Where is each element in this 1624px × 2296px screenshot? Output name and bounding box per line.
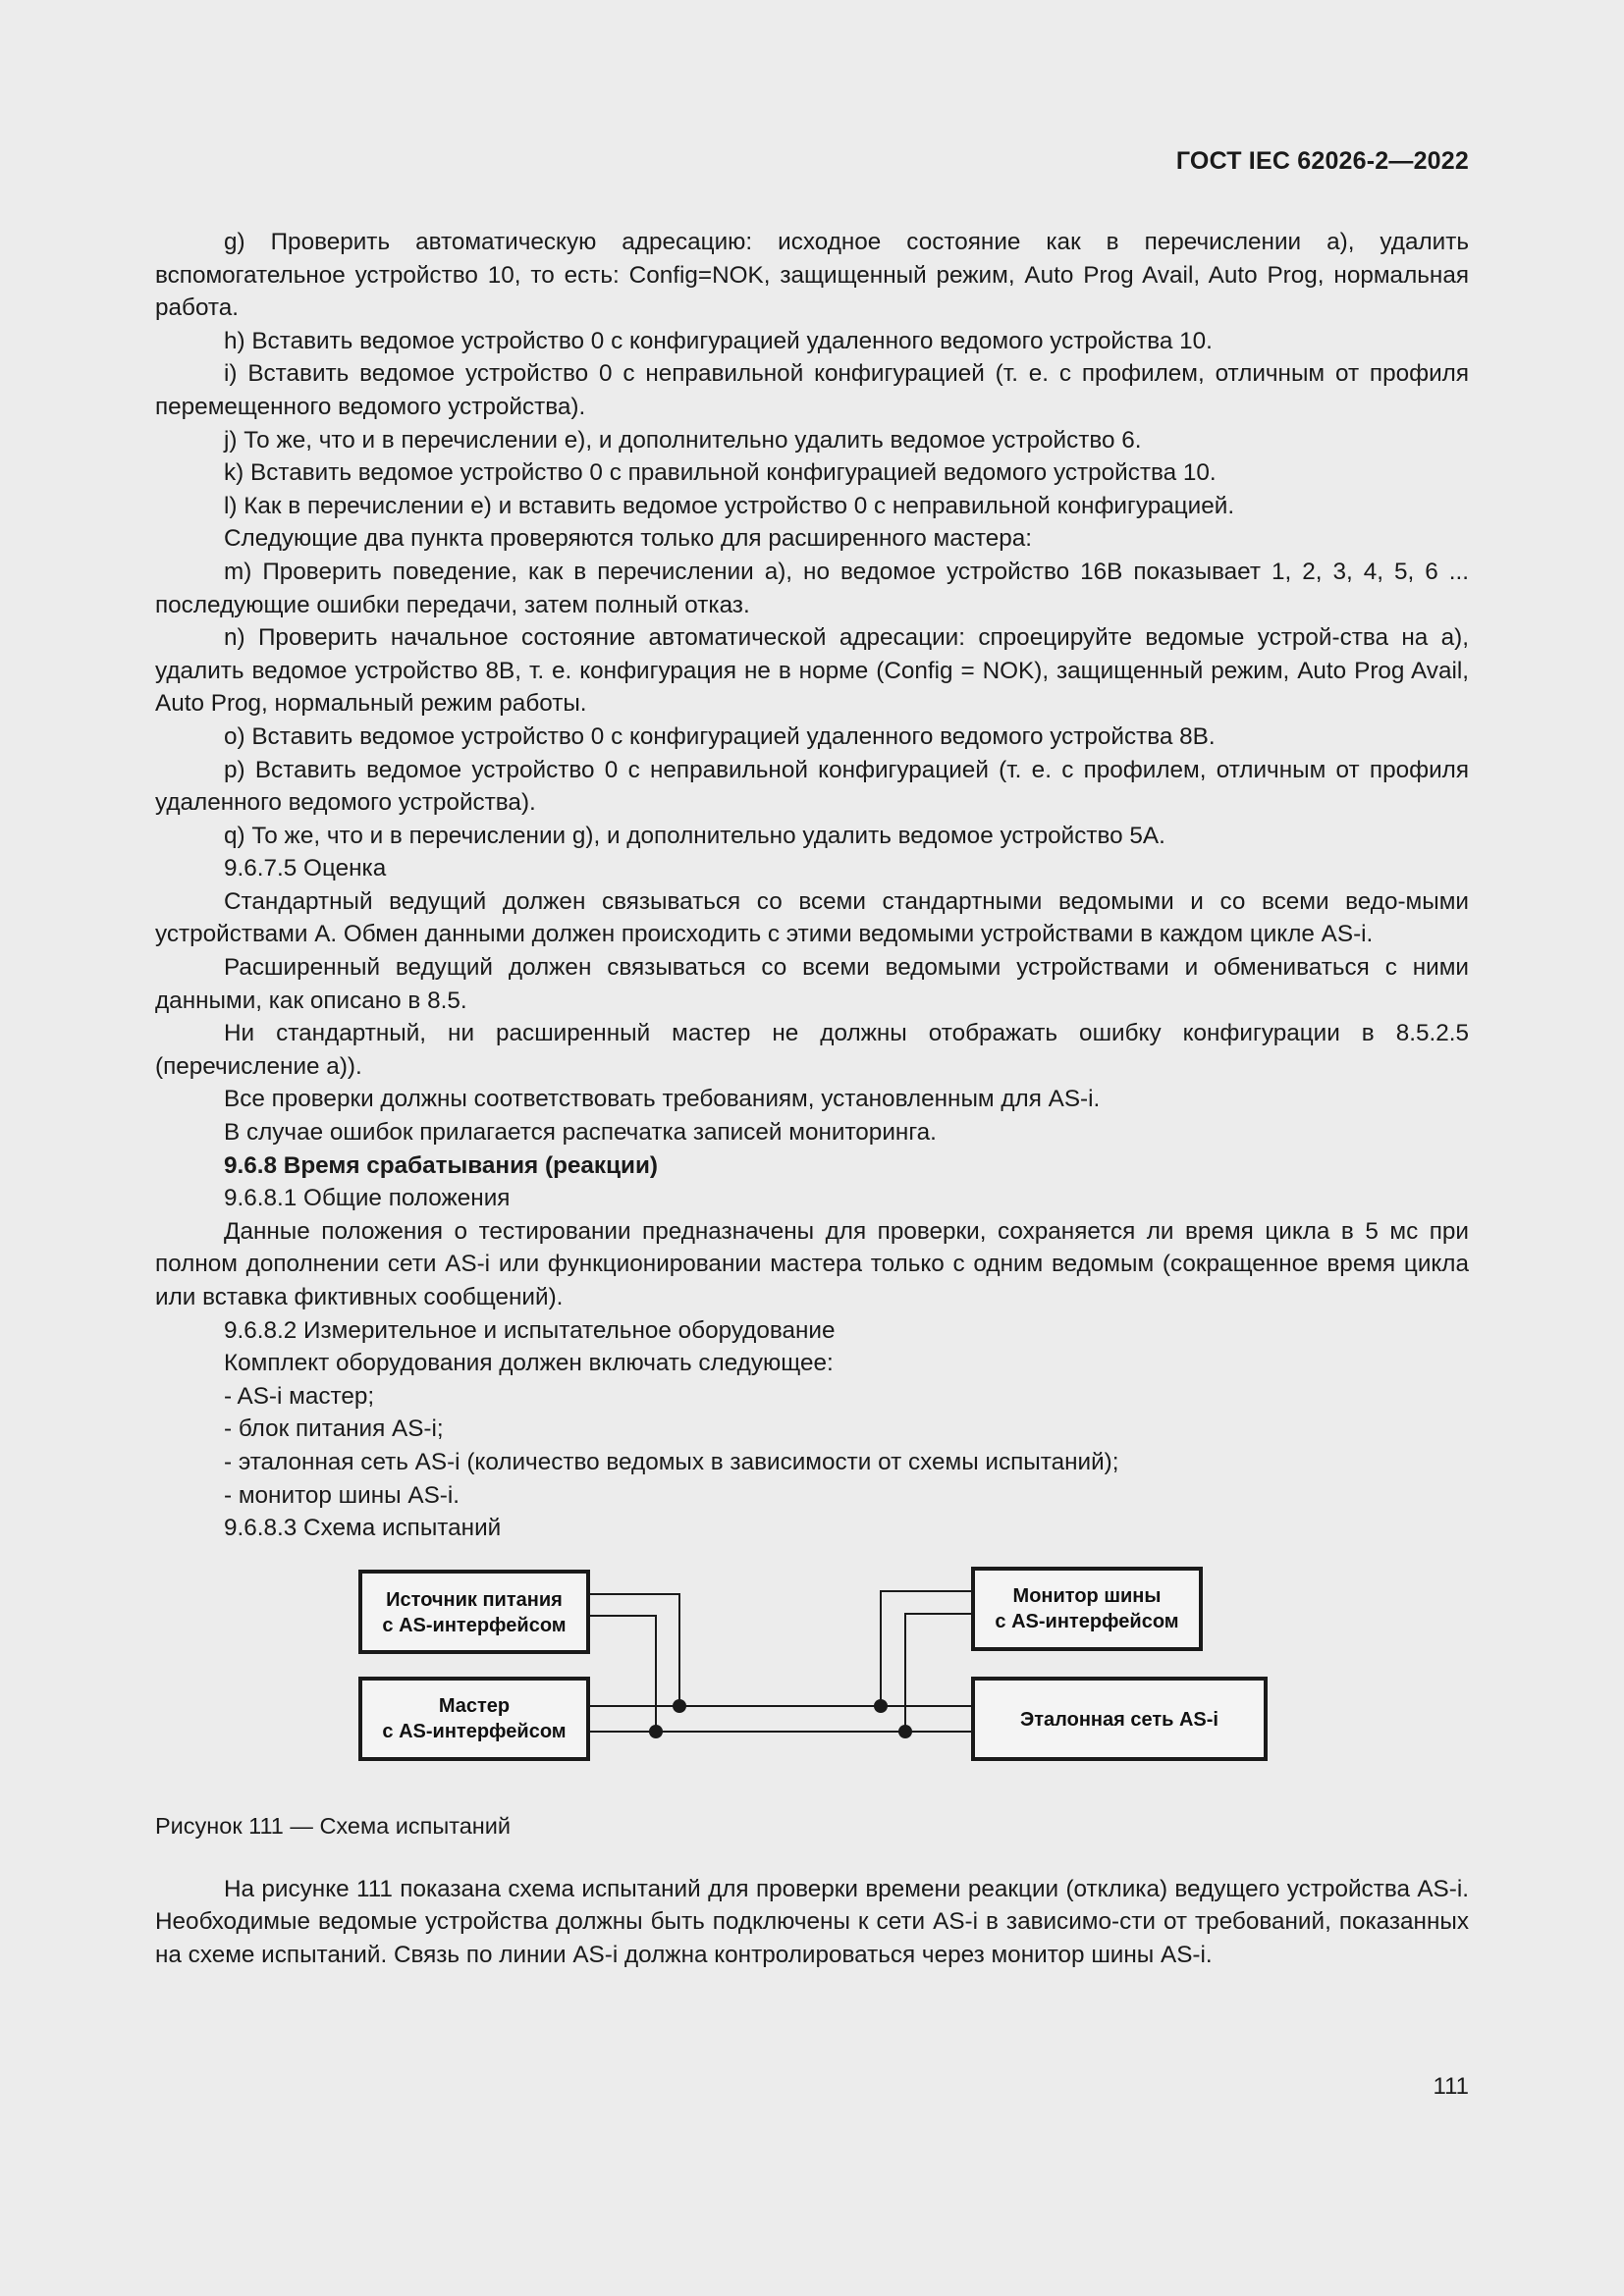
bus-monitor-box — [973, 1569, 1201, 1649]
paragraph: i) Вставить ведомое устройство 0 с неправильной конфигурацией (т. е. с профилем, отличным от профиля перемещенного ведомого устройства). — [155, 360, 1469, 420]
paragraph: 9.6.8.1 Общие положения — [224, 1185, 511, 1212]
paragraph: Расширенный ведущий должен связываться со всеми ведомыми устройствами и обмениваться с ними данными, как описано в 8.5. — [155, 954, 1469, 1014]
power-supply-label-line1: Источник питания — [386, 1588, 563, 1611]
body-text — [155, 226, 1469, 1545]
paragraph: Все проверки должны соответствовать требованиям, установленным для AS-i. — [224, 1086, 1101, 1113]
paragraph: - AS-i мастер; — [224, 1382, 375, 1410]
paragraph: g) Проверить автоматическую адресацию: исходное состояние как в перечислении а), удалить вспомогательное устройство 10, то есть: Config=NOK, защищенный режим, Auto Prog Avail, Auto Prog, нормальная работа. — [155, 229, 1469, 322]
paragraph: 9.6.8.2 Измерительное и испытательное оборудование — [224, 1316, 836, 1344]
paragraph: l) Как в перечислении е) и вставить ведомое устройство 0 с неправильной конфигурацией. — [224, 492, 1235, 519]
body-text-after-figure — [155, 1873, 1469, 1972]
monitor-wire-2 — [905, 1614, 973, 1732]
monitor-wire-1 — [881, 1591, 973, 1706]
paragraph: - эталонная сеть AS-i (количество ведомых в зависимости от схемы испытаний); — [224, 1448, 1119, 1475]
paragraph: Ни стандартный, ни расширенный мастер не должны отображать ошибку конфигурации в 8.5.2.5 (перечисление а)). — [155, 1020, 1469, 1080]
reference-network-box — [973, 1679, 1266, 1759]
paragraph: Данные положения о тестировании предназначены для проверки, сохраняется ли время цикла в 5 мс при полном дополнении сети AS-i или функционировании мастера только с одним ведомым (сокращенное время цикла или вставка фиктивных сообщений). — [155, 1217, 1469, 1310]
paragraph: 9.6.8.3 Схема испытаний — [224, 1515, 502, 1542]
reference-network-label: Эталонная сеть AS-i — [1020, 1708, 1218, 1731]
junction-dot — [898, 1725, 912, 1738]
figure-caption: Рисунок 111 — Схема испытаний — [155, 1812, 512, 1839]
paragraph: j) То же, что и в перечислении е), и дополнительно удалить ведомое устройство 6. — [224, 426, 1142, 454]
power-supply-box — [360, 1572, 588, 1652]
paragraph: р) Вставить ведомое устройство 0 с неправильной конфигурацией (т. е. с профилем, отличным от профиля удаленного ведомого устройства). — [155, 756, 1469, 817]
paragraph: - блок питания AS-i; — [224, 1415, 444, 1443]
paragraph: n) Проверить начальное состояние автоматической адресации: спроецируйте ведомые устрой-ства на а), удалить ведомое устройство 8В, т. е. конфигурация не в норме (Config = NOK), защищенный режим, Auto Prog Avail, Auto Prog, нормальный режим работы. — [155, 624, 1469, 718]
paragraph: - монитор шины AS-i. — [224, 1481, 460, 1509]
paragraph: 9.6.8 Время срабатывания (реакции) — [224, 1151, 658, 1179]
test-scheme-diagram — [155, 1555, 1469, 1810]
master-label-line2: с AS-интерфейсом — [382, 1720, 567, 1742]
junction-dot — [673, 1699, 686, 1713]
test-scheme-figure — [155, 1555, 1469, 1810]
junction-dot — [874, 1699, 888, 1713]
power-supply-label-line2: с AS-интерфейсом — [382, 1614, 567, 1636]
paragraph: h) Вставить ведомое устройство 0 с конфигурацией удаленного ведомого устройства 10. — [224, 327, 1213, 354]
power-wire-2 — [588, 1616, 656, 1732]
page-content — [155, 226, 1469, 1972]
paragraph: На рисунке 111 показана схема испытаний для проверки времени реакции (отклика) ведущего устройства AS-i. Необходимые ведомые устройства должны быть подключены к сети AS-i в зависимо-сти от требований, показанных на схеме испытаний. Связь по линии AS-i должна контролироваться через монитор шины AS-i. — [155, 1875, 1469, 1968]
power-wire-1 — [588, 1594, 679, 1706]
paragraph: Следующие два пункта проверяются только для расширенного мастера: — [224, 525, 1033, 553]
paragraph: Стандартный ведущий должен связываться со всеми стандартными ведомыми и со всеми ведо-мыми устройствами А. Обмен данными должен происходить с этими ведомыми устройствами в каждом цикле AS-i. — [155, 887, 1469, 948]
paragraph: В случае ошибок прилагается распечатка записей мониторинга. — [224, 1119, 937, 1147]
document-header: ГОСТ IEC 62026-2—2022 — [1175, 147, 1469, 175]
master-box — [360, 1679, 588, 1759]
master-label-line1: Мастер — [438, 1694, 511, 1717]
paragraph: 9.6.7.5 Оценка — [224, 855, 387, 882]
paragraph: k) Вставить ведомое устройство 0 с правильной конфигурацией ведомого устройства 10. — [224, 459, 1217, 487]
page-number: 111 — [1433, 2073, 1469, 2100]
paragraph: m) Проверить поведение, как в перечислении а), но ведомое устройство 16В показывает 1, 2, 3, 4, 5, 6 ... последующие ошибки передачи, затем полный отказ. — [155, 558, 1469, 618]
bus-monitor-label-line2: с AS-интерфейсом — [995, 1610, 1179, 1632]
junction-dot — [649, 1725, 663, 1738]
paragraph: q) То же, что и в перечислении g), и дополнительно удалить ведомое устройство 5А. — [224, 822, 1165, 849]
bus-monitor-label-line1: Монитор шины — [1012, 1584, 1162, 1607]
paragraph: Комплект оборудования должен включать следующее: — [224, 1350, 834, 1377]
paragraph: о) Вставить ведомое устройство 0 с конфигурацией удаленного ведомого устройства 8В. — [224, 722, 1216, 750]
